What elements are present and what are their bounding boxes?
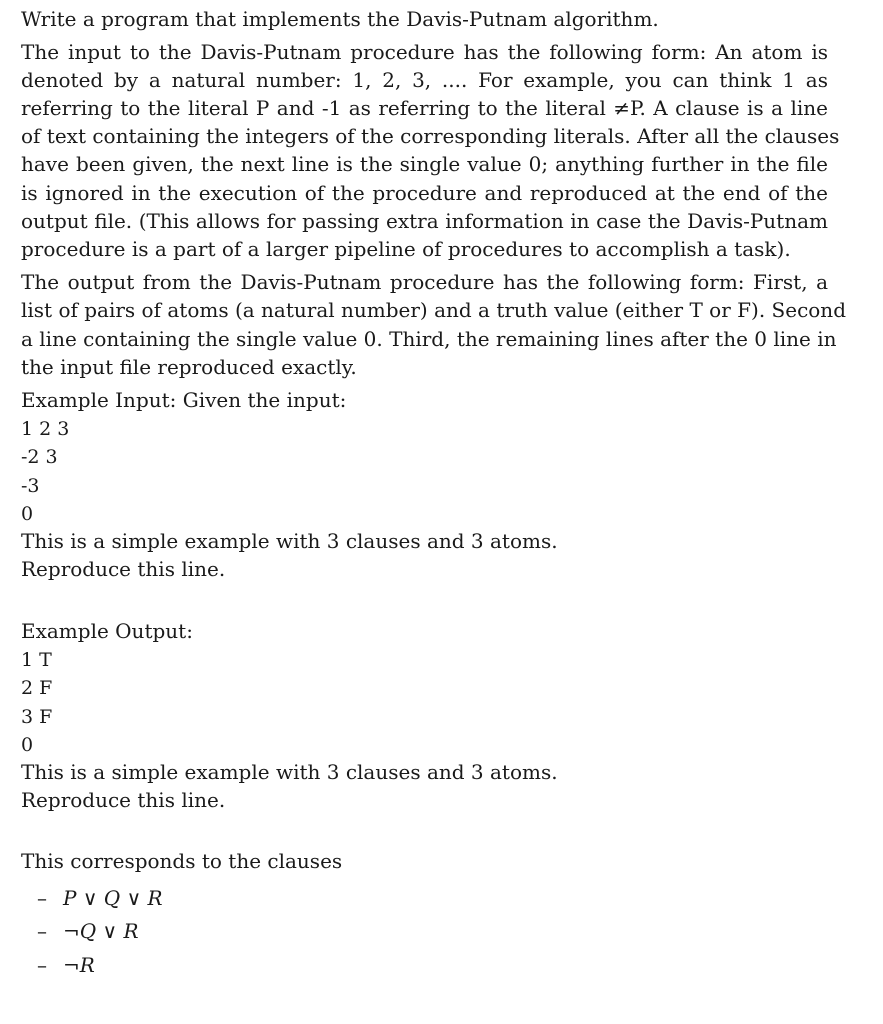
clause-formula: ¬R (63, 953, 95, 977)
example-input-clause: 1 2 3 (21, 418, 70, 440)
list-dash: – (37, 953, 47, 977)
example-input-clause: -2 3 (21, 446, 58, 468)
output-paragraph-line: a line containing the single value 0. Third, the remaining lines after the 0 line in (21, 327, 837, 351)
example-input-heading: Example Input: Given the input: (21, 388, 347, 412)
input-paragraph-line: procedure is a part of a larger pipeline of procedures to accomplish a task). (21, 237, 791, 261)
input-paragraph-line: of text containing the integers of the corresponding literals. After all the clauses (21, 124, 840, 148)
list-dash: – (37, 886, 47, 910)
clause-list-item (37, 951, 95, 979)
input-paragraph-line: The input to the Davis-Putnam procedure has the following form: An atom is (21, 40, 828, 64)
clause-formula: ¬Q ∨ R (63, 919, 139, 943)
example-input-trailer: Reproduce this line. (21, 557, 226, 581)
intro-line: Write a program that implements the Davis-Putnam algorithm. (21, 7, 659, 31)
clause-list-item (37, 884, 163, 912)
example-input-trailer: This is a simple example with 3 clauses and 3 atoms. (21, 529, 558, 553)
example-output-assignment: 2 F (21, 677, 53, 699)
clause-formula: P ∨ Q ∨ R (63, 886, 163, 910)
clauses-heading: This corresponds to the clauses (21, 849, 343, 873)
example-output-assignment: 1 T (21, 649, 52, 671)
input-paragraph-line: output file. (This allows for passing extra information in case the Davis-Putnam (21, 209, 828, 233)
output-paragraph-line: the input file reproduced exactly. (21, 355, 357, 379)
output-paragraph-line: list of pairs of atoms (a natural number) and a truth value (either T or F). Second (21, 298, 846, 322)
example-input-terminator: 0 (21, 503, 34, 525)
input-paragraph-line: is ignored in the execution of the procedure and reproduced at the end of the (21, 181, 828, 205)
input-paragraph-line: have been given, the next line is the single value 0; anything further in the file (21, 152, 828, 176)
input-paragraph-line: referring to the literal P and -1 as referring to the literal ≠P. A clause is a line (21, 96, 828, 120)
example-input-clause: -3 (21, 475, 40, 497)
output-paragraph-line: The output from the Davis-Putnam procedure has the following form: First, a (21, 270, 828, 294)
example-output-terminator: 0 (21, 734, 34, 756)
example-output-assignment: 3 F (21, 706, 53, 728)
example-output-heading: Example Output: (21, 619, 193, 643)
input-paragraph-line: denoted by a natural number: 1, 2, 3, .... For example, you can think 1 as (21, 68, 828, 92)
clause-list-item (37, 917, 139, 945)
example-output-trailer: Reproduce this line. (21, 788, 226, 812)
example-output-trailer: This is a simple example with 3 clauses and 3 atoms. (21, 760, 558, 784)
list-dash: – (37, 919, 47, 943)
